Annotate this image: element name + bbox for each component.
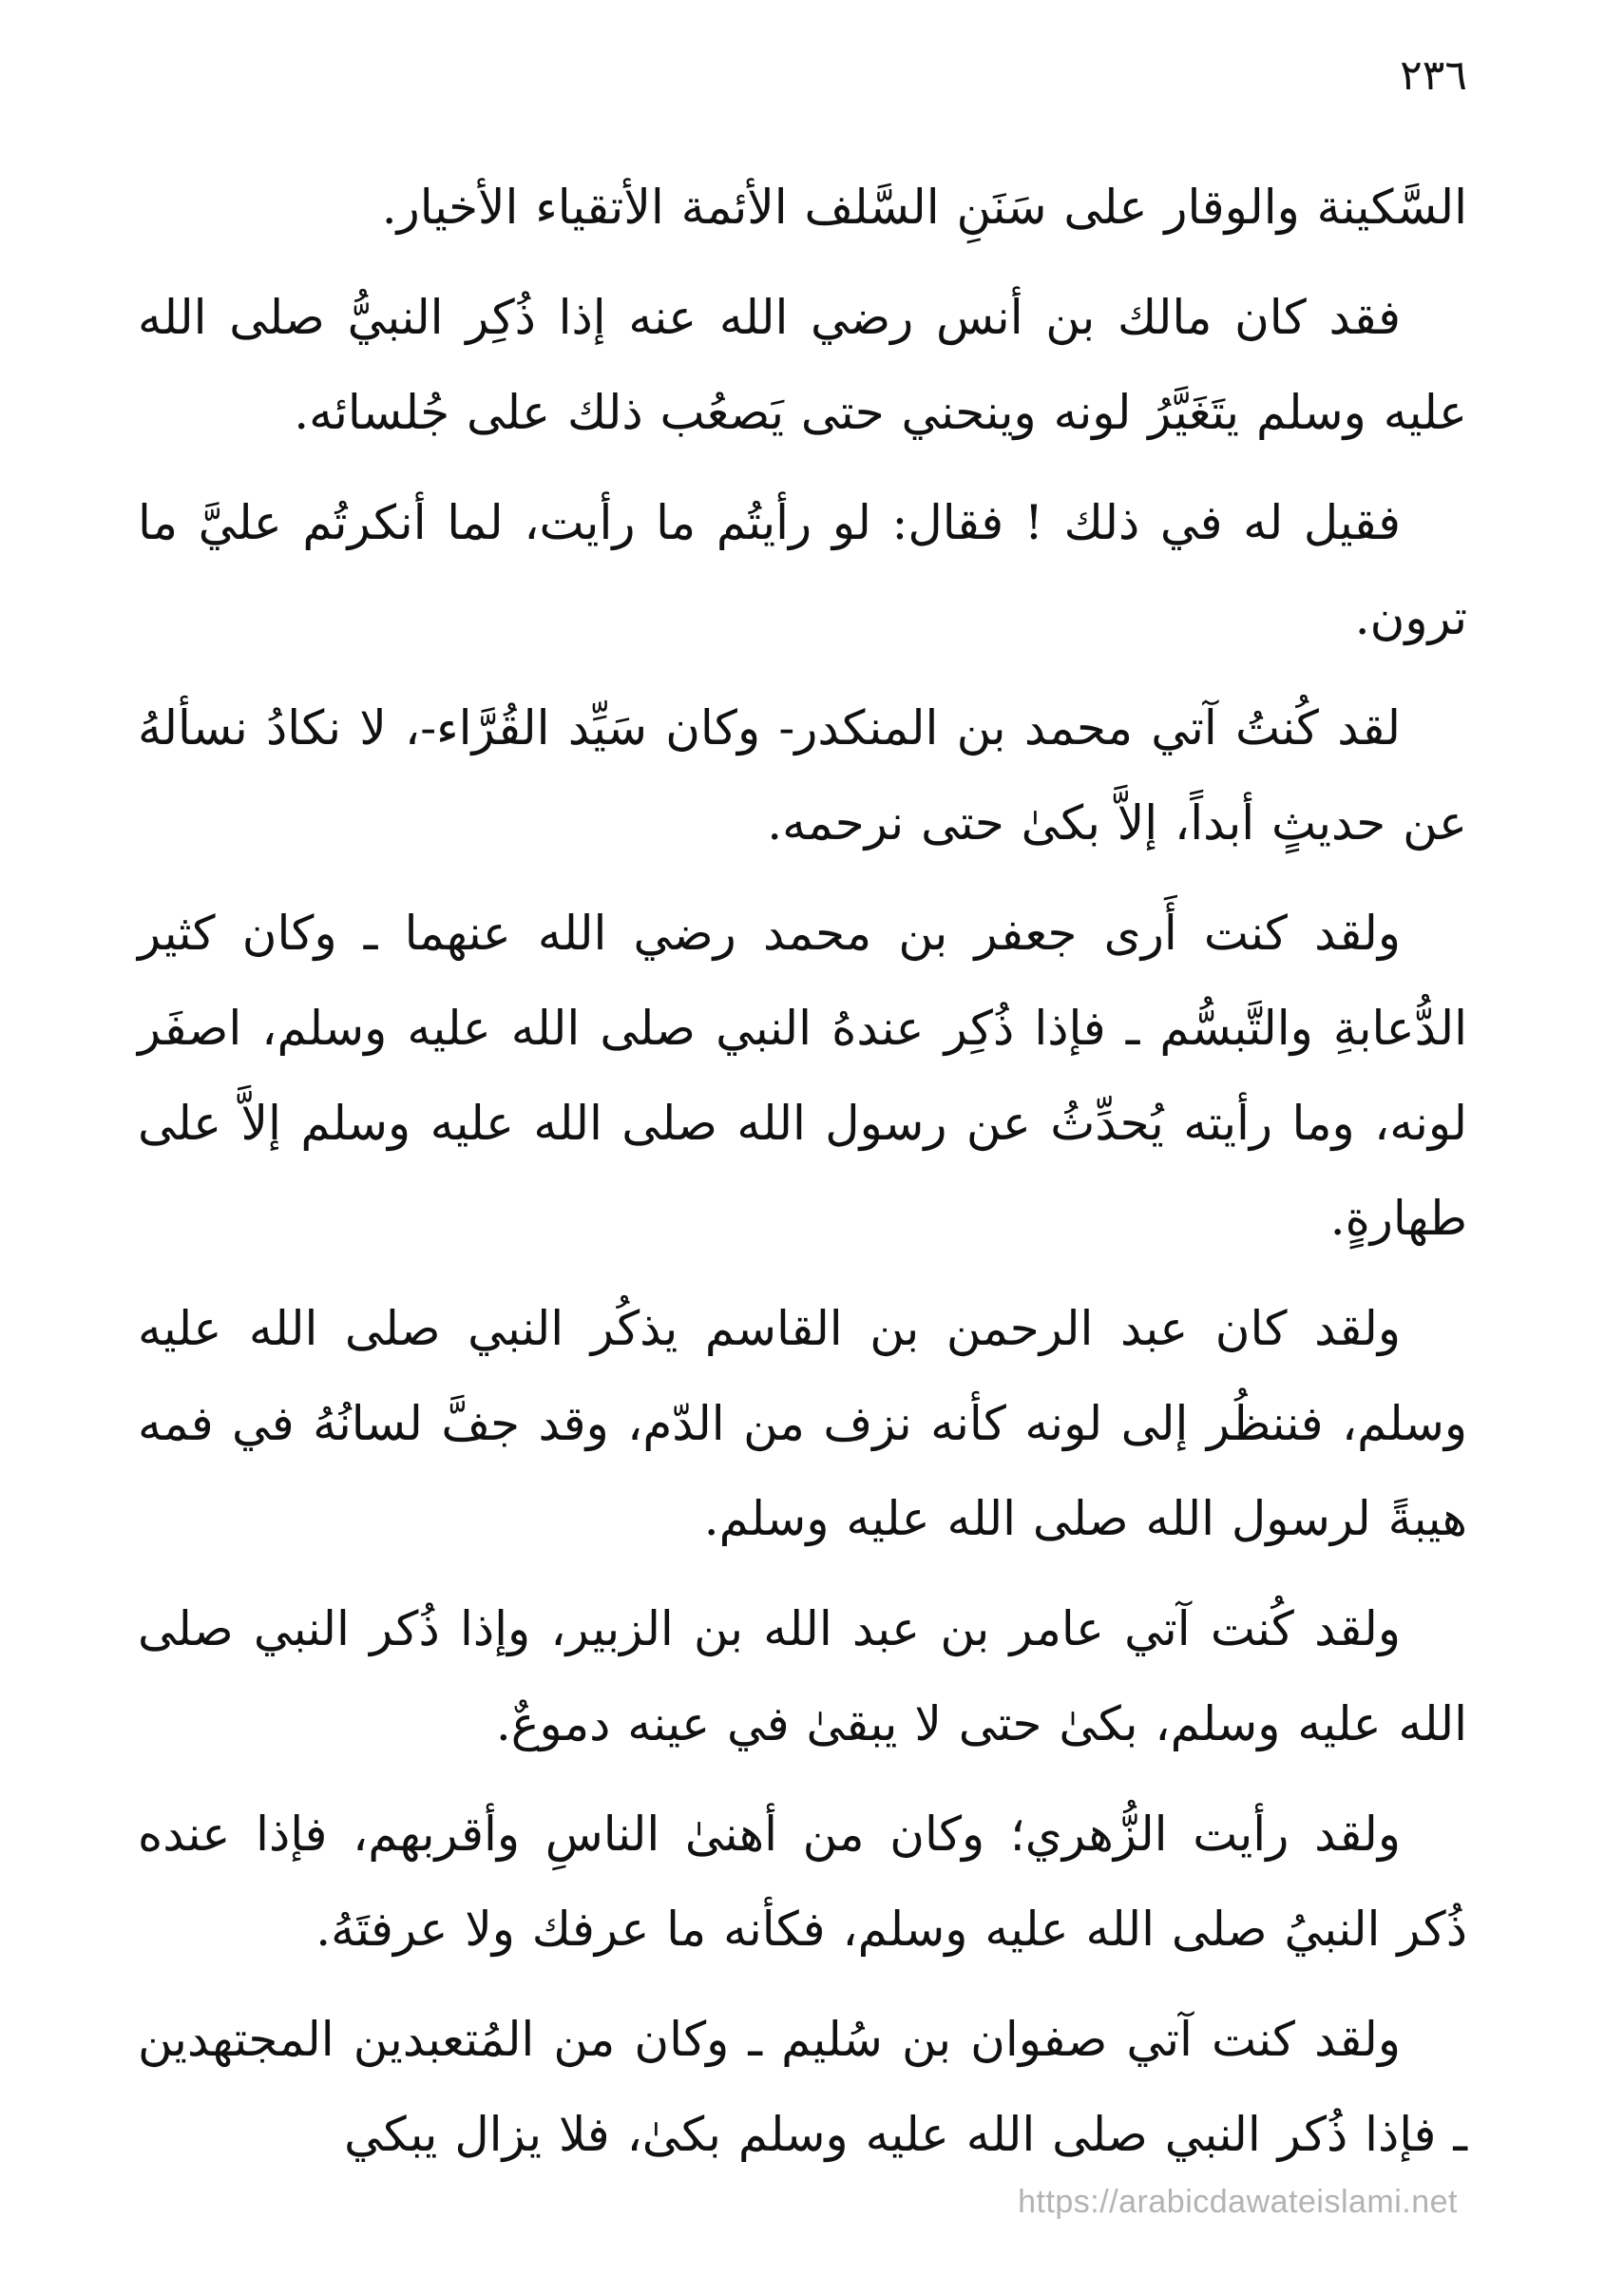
paragraph-9: ولقد كنت آتي صفوان بن سُليم ـ وكان من المُتعبدين المجتهدين ـ فإذا ذُكر النبي صلى الله عليه وسلم بكىٰ، فلا يزال يبكي — [138, 2012, 1467, 2162]
paragraph-6: ولقد كان عبد الرحمن بن القاسم يذكُر النبي صلى الله عليه وسلم، فننظُر إلى لونه كأنه نزف من الدّم، وقد جفَّ لسانُهُ في فمه هيبةً لرسول الله صلى الله عليه وسلم. — [138, 1301, 1467, 1546]
paragraph-1: السَّكينة والوقار على سَنَنِ السَّلف الأئمة الأتقياء الأخيار. — [381, 180, 1467, 235]
paragraph-5: ولقد كنت أَرى جعفر بن محمد رضي الله عنهما ـ وكان كثير الدُّعابةِ والتَّبسُّم ـ فإذا ذُكِر عندهُ النبي صلى الله عليه وسلم، اصفَر لونه، وما رأيته يُحدِّثُ عن رسول الله صلى الله عليه وسلم إلاَّ على طهارةٍ. — [138, 906, 1467, 1246]
paragraph-7: ولقد كُنت آتي عامر بن عبد الله بن الزبير، وإذا ذُكر النبي صلى الله عليه وسلم، بكىٰ حتى لا يبقىٰ في عينه دموعٌ. — [138, 1601, 1467, 1751]
paragraph-4: لقد كُنتُ آتي محمد بن المنكدر- وكان سَيِّد القُرَّاء-، لا نكادُ نسألهُ عن حديثٍ أبداً، إلاَّ بكىٰ حتى نرحمه. — [138, 700, 1467, 851]
page-number: ٢٣٦ — [1400, 51, 1467, 100]
paragraph-8: ولقد رأيت الزُّهري؛ وكان من أهنىٰ الناسِ وأقربهم، فإذا عنده ذُكر النبيُ صلى الله عليه وسلم، فكأنه ما عرفك ولا عرفتَهُ. — [138, 1807, 1467, 1957]
body-text — [138, 160, 1467, 2197]
paragraph-3: فقيل له في ذلك ! فقال: لو رأيتُم ما رأيت، لما أنكرتُم عليَّ ما ترون. — [138, 495, 1467, 645]
paragraph-2: فقد كان مالك بن أنس رضي الله عنه إذا ذُكِر النبيُّ صلى الله عليه وسلم يتَغَيَّرُ لونه وينحني حتى يَصعُب ذلك على جُلسائه. — [138, 290, 1467, 440]
watermark-url: https://arabicdawateislami.net — [1018, 2184, 1458, 2220]
